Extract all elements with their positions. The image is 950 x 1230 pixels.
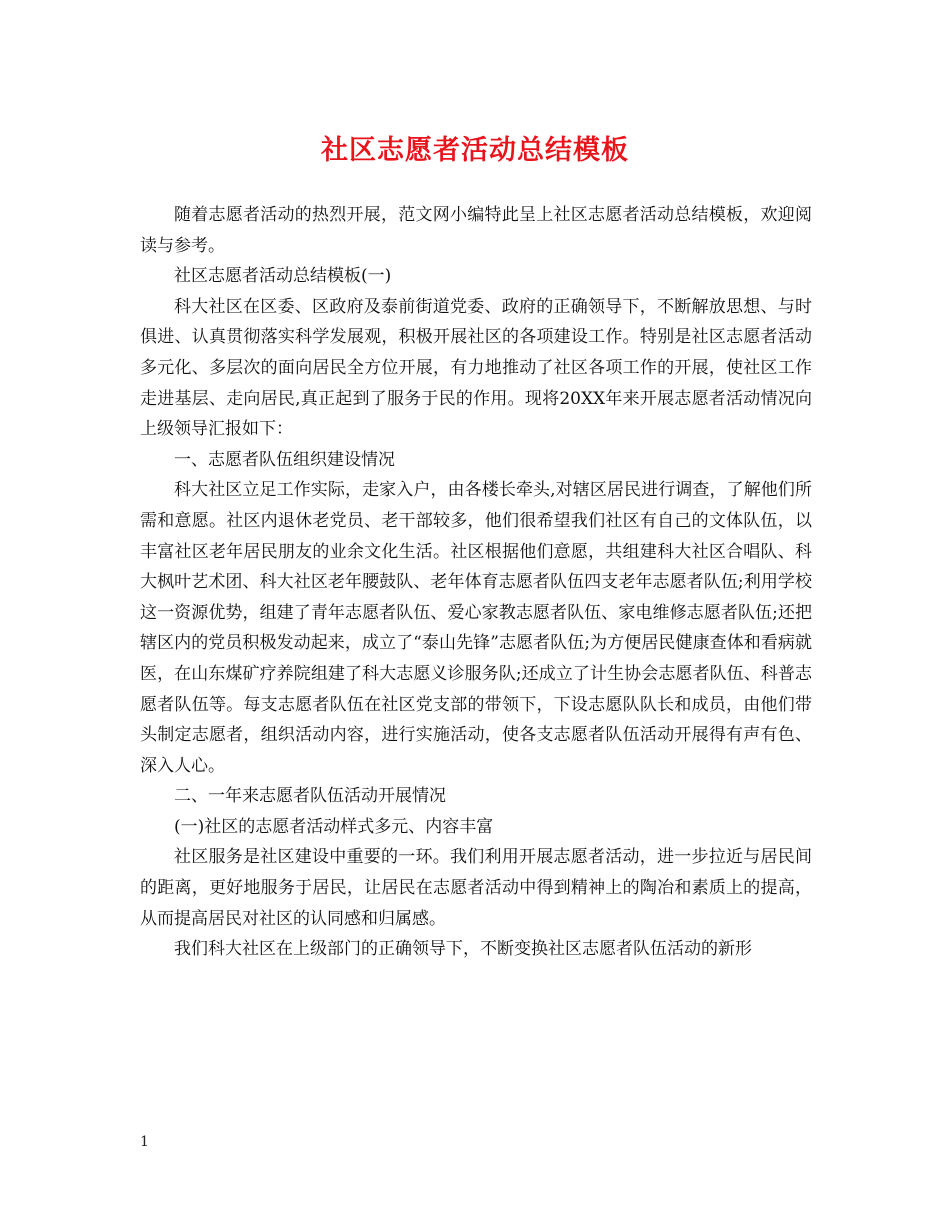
page-number: 1: [140, 1134, 149, 1150]
paragraph-community-service: 社区服务是社区建设中重要的一环。我们利用开展志愿者活动，进一步拉近与居民间的距离，更好地服务于居民，让居民在志愿者活动中得到精神上的陶冶和素质上的提高，从而提高居民对社区的认同感和归属感。: [140, 847, 812, 929]
paragraph-subtitle: 社区志愿者活动总结模板(一): [174, 266, 392, 287]
paragraph-team-building: 科大社区立足工作实际，走家入户，由各楼长牵头,对辖区居民进行调查，了解他们所需和意愿。社区内退休老党员、老干部较多，他们很希望我们社区有自己的文体队伍，以丰富社区老年居民朋友的业余文化生活。社区根据他们意愿，共组建科大社区合唱队、科大枫叶艺术团、科大社区老年腰鼓队、老年体育志愿者队伍四支老年志愿者队伍;利用学校这一资源优势，组建了青年志愿者队伍、爱心家教志愿者队伍、家电维修志愿者队伍;还把辖区内的党员积极发动起来，成立了“泰山先锋”志愿者队伍;为方便居民健康查体和看病就医，在山东煤矿疗养院组建了科大志愿义诊服务队;还成立了计生协会志愿者队伍、科普志愿者队伍等。每支志愿者队伍在社区党支部的带领下，下设志愿队队长和成员，由他们带头制定志愿者，组织活动内容，进行实施活动，使各支志愿者队伍活动开展得有声有色、深入人心。: [140, 480, 812, 776]
section-heading-1: 一、志愿者队伍组织建设情况: [174, 449, 395, 470]
document-title: 社区志愿者活动总结模板: [321, 135, 629, 166]
section-heading-2: 二、一年来志愿者队伍活动开展情况: [174, 786, 446, 807]
document-body: [140, 200, 812, 965]
paragraph-intro: 随着志愿者活动的热烈开展，范文网小编特此呈上社区志愿者活动总结模板，欢迎阅读与参考。: [140, 205, 812, 256]
paragraph-continued: 我们科大社区在上级部门的正确领导下，不断变换社区志愿者队伍活动的新形: [174, 939, 752, 960]
paragraph-overview: 科大社区在区委、区政府及泰前街道党委、政府的正确领导下，不断解放思想、与时俱进、认真贯彻落实科学发展观，积极开展社区的各项建设工作。特别是社区志愿者活动多元化、多层次的面向居民全方位开展，有力地推动了社区各项工作的开展，使社区工作走进基层、走向居民,真正起到了服务于民的作用。现将20XX年来开展志愿者活动情况向上级领导汇报如下：: [140, 296, 812, 440]
subsection-heading-1: (一)社区的志愿者活动样式多元、内容丰富: [174, 816, 494, 837]
